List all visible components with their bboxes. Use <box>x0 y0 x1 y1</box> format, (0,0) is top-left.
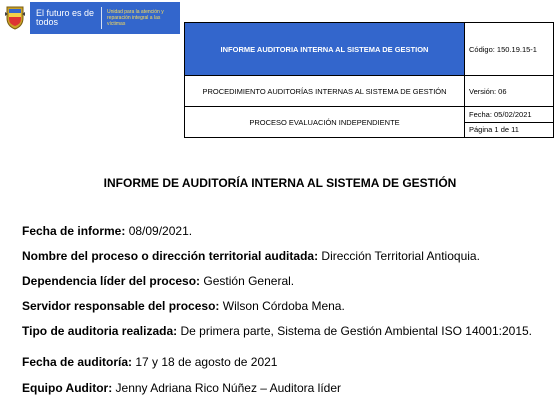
field-label: Dependencia líder del proceso: <box>22 274 201 288</box>
field-label: Servidor responsable del proceso: <box>22 299 220 313</box>
field-value: Dirección Territorial Antioquia. <box>318 249 480 263</box>
header-version: Versión: 06 <box>465 76 554 107</box>
document-header-table <box>184 22 554 138</box>
field-label: Nombre del proceso o dirección territorial auditada: <box>22 249 319 263</box>
field-audited-process <box>22 250 542 263</box>
header-process: PROCESO EVALUACIÓN INDEPENDIENTE <box>185 107 465 138</box>
brand-divider <box>101 7 102 29</box>
field-value: Gestión General. <box>200 274 295 288</box>
header-code: Código: 150.19.15-1 <box>465 23 554 76</box>
brand-banner <box>30 2 180 34</box>
brand-sub-text: Unidad para la atención y reparación integral a las víctimas <box>107 9 164 27</box>
field-value: Wilson Córdoba Mena. <box>219 299 345 313</box>
field-label: Tipo de auditoria realizada: <box>22 324 178 338</box>
header-page: Página 1 de 11 <box>465 122 554 138</box>
header-procedure: PROCEDIMIENTO AUDITORÍAS INTERNAS AL SISTEMA DE GESTIÓN <box>185 76 465 107</box>
header-logo <box>0 0 180 48</box>
field-audit-date <box>22 356 542 369</box>
field-lead-dependency <box>22 275 542 288</box>
field-label: Equipo Auditor: <box>22 381 113 395</box>
field-audit-team <box>22 382 542 395</box>
coat-of-arms-icon <box>4 4 26 30</box>
field-responsible <box>22 300 542 313</box>
field-report-date <box>22 225 542 238</box>
field-label: Fecha de informe: <box>22 224 126 238</box>
field-value: 17 y 18 de agosto de 2021 <box>132 355 278 369</box>
field-label: Fecha de auditoría: <box>22 355 133 369</box>
document-title: INFORME DE AUDITORÍA INTERNA AL SISTEMA DE GESTIÓN <box>103 176 457 190</box>
field-audit-type <box>22 325 538 338</box>
brand-main-text: El futuro es de todos <box>36 8 95 27</box>
field-value: De primera parte, Sistema de Gestión Ambiental ISO 14001:2015. <box>177 324 533 338</box>
field-value: 08/09/2021. <box>125 224 193 238</box>
header-title: INFORME AUDITORIA INTERNA AL SISTEMA DE GESTION <box>185 23 465 76</box>
header-date: Fecha: 05/02/2021 <box>465 107 554 123</box>
field-value: Jenny Adriana Rico Núñez – Auditora líder <box>112 381 342 395</box>
